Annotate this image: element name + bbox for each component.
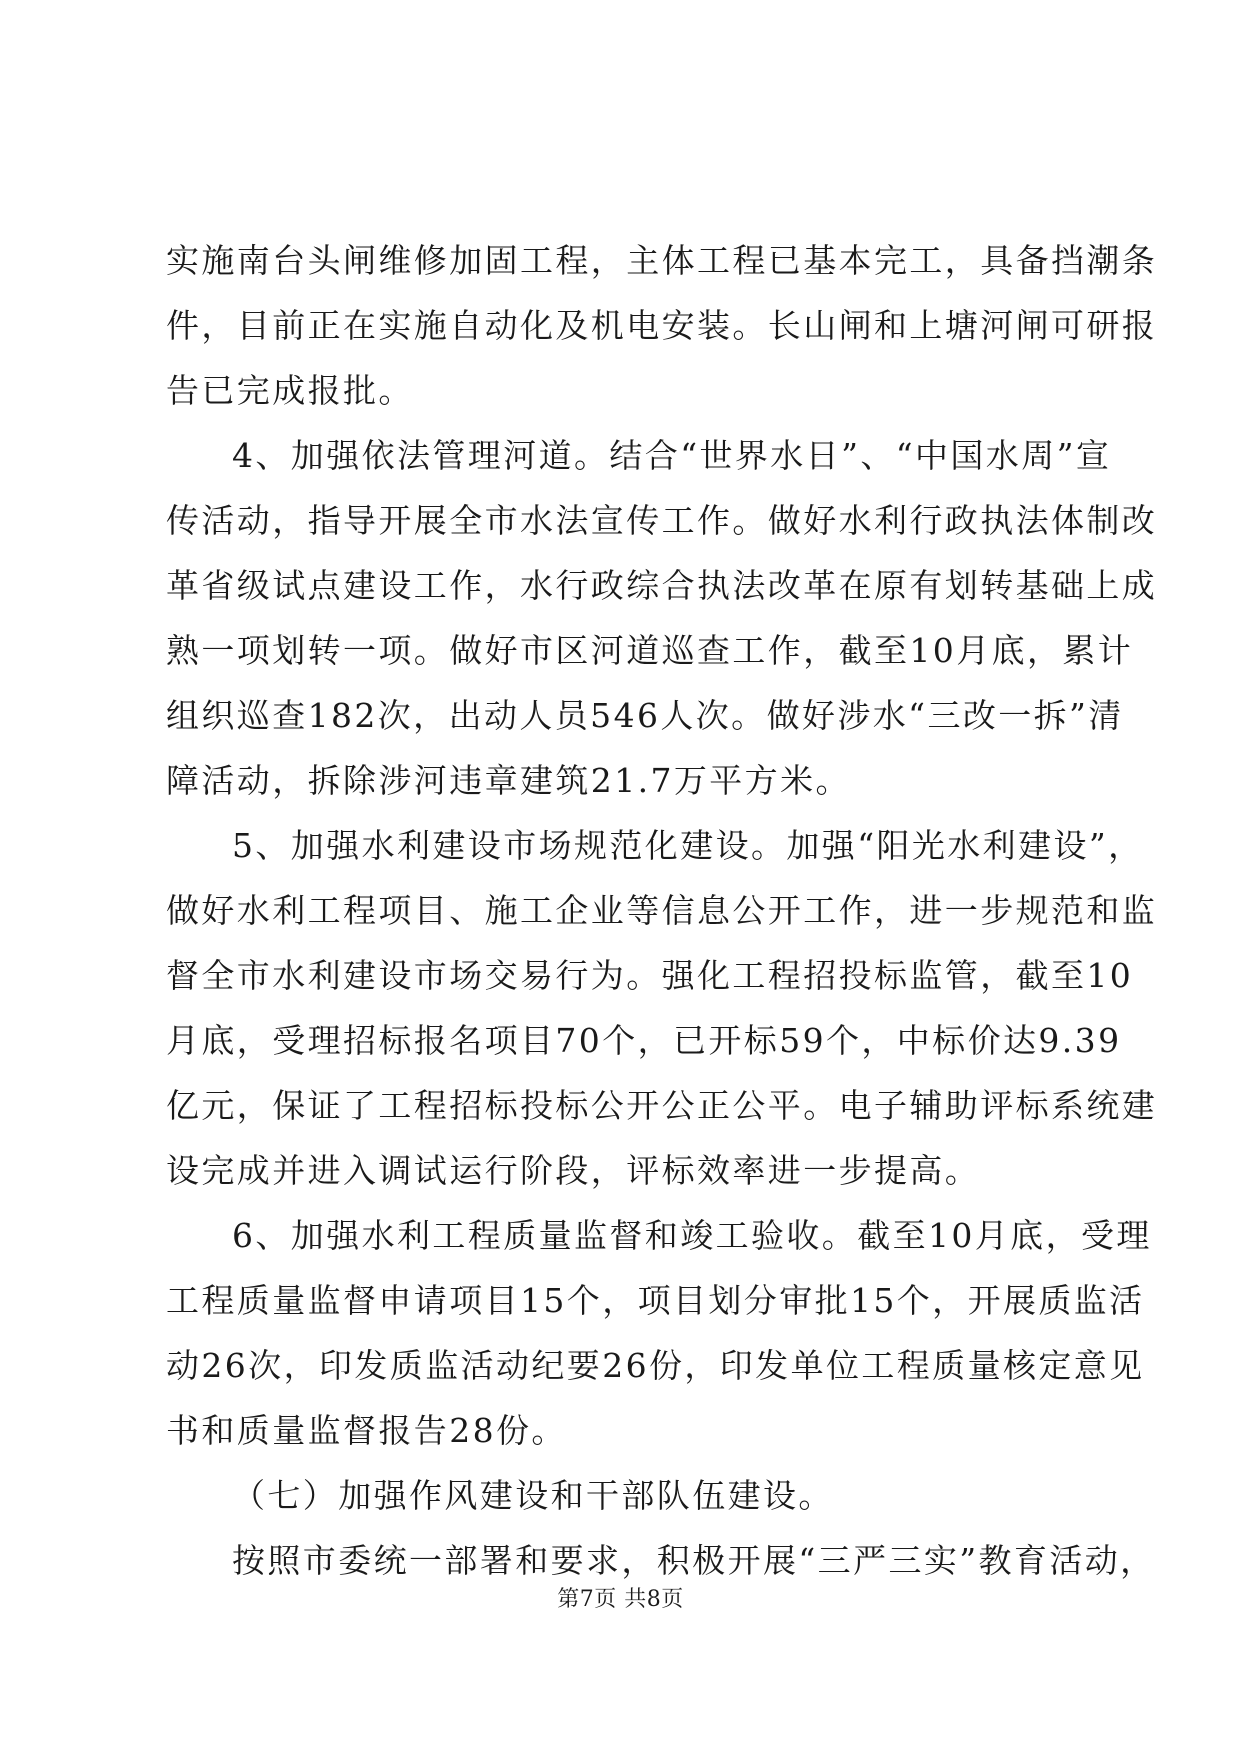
text-line: 设完成并进入调试运行阶段，评标效率进一步提高。 — [166, 1151, 981, 1190]
body-text — [166, 228, 1158, 1593]
text-line: 做好水利工程项目、施工企业等信息公开工作，进一步规范和监 — [166, 891, 1158, 930]
text-line: 月底，受理招标报名项目70个，已开标59个，中标价达9.39 — [166, 1021, 1122, 1060]
section-heading: （七）加强作风建设和干部队伍建设。 — [232, 1476, 834, 1515]
paragraph-4-start: 4、加强依法管理河道。结合“世界水日”、“中国水周”宣 — [232, 436, 1112, 475]
paragraph-5-start: 5、加强水利建设市场规范化建设。加强“阳光水利建设”， — [232, 826, 1144, 865]
paragraph-6-start: 6、加强水利工程质量监督和竣工验收。截至10月底，受理 — [232, 1216, 1152, 1255]
text-line: 熟一项划转一项。做好市区河道巡查工作，截至10月底，累计 — [166, 631, 1134, 670]
text-line: 革省级试点建设工作，水行政综合执法改革在原有划转基础上成 — [166, 566, 1158, 605]
paragraph-start: 按照市委统一部署和要求，积极开展“三严三实”教育活动， — [232, 1541, 1156, 1580]
text-line: 动26次，印发质监活动纪要26份，印发单位工程质量核定意见 — [166, 1346, 1145, 1385]
page-footer: 第7页 共8页 — [557, 1587, 684, 1612]
text-line: 督全市水利建设市场交易行为。强化工程招投标监管，截至10 — [166, 956, 1134, 995]
text-line: 亿元，保证了工程招标投标公开公正公平。电子辅助评标系统建 — [166, 1086, 1158, 1125]
text-line: 件，目前正在实施自动化及机电安装。长山闸和上塘河闸可研报 — [166, 306, 1158, 345]
text-line: 告已完成报批。 — [166, 371, 414, 410]
text-line: 组织巡查182次，出动人员546人次。做好涉水“三改一拆”清 — [166, 696, 1124, 735]
text-line: 障活动，拆除涉河违章建筑21.7万平方米。 — [166, 761, 851, 800]
text-line: 工程质量监督申请项目15个，项目划分审批15个，开展质监活 — [166, 1281, 1145, 1320]
text-line: 书和质量监督报告28份。 — [166, 1411, 567, 1450]
text-line: 实施南台头闸维修加固工程，主体工程已基本完工，具备挡潮条 — [166, 241, 1158, 280]
text-line: 传活动，指导开展全市水法宣传工作。做好水利行政执法体制改 — [166, 501, 1158, 540]
